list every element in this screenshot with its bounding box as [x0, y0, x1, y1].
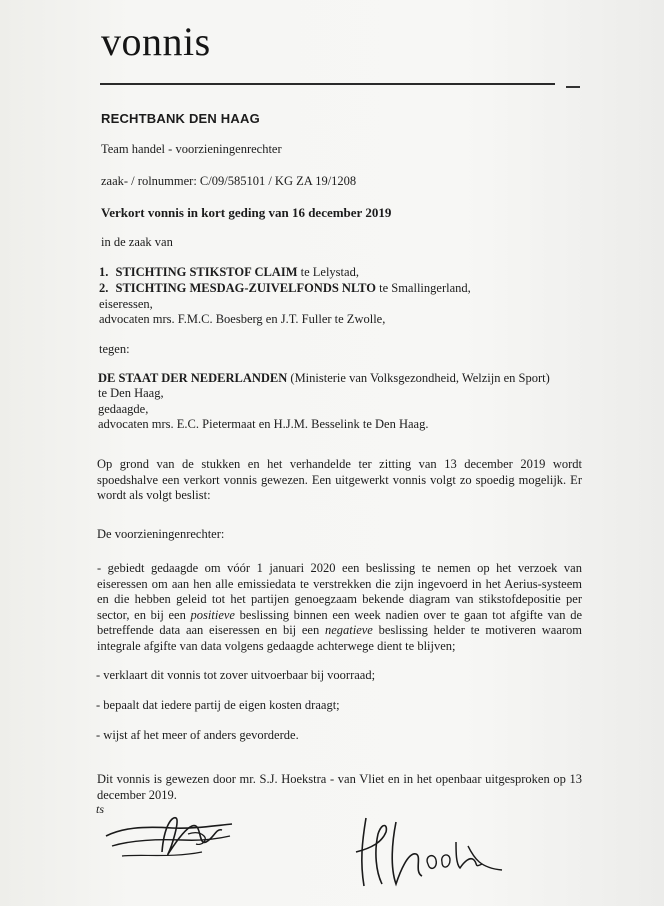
case-number: zaak- / rolnummer: C/09/585101 / KG ZA 19/1208	[101, 174, 357, 188]
court-name: RECHTBANK DEN HAAG	[101, 111, 260, 126]
judgment-heading: Verkort vonnis in kort geding van 16 december 2019	[101, 205, 392, 220]
plaintiff-role: eiseressen,	[99, 297, 153, 311]
title-rule	[100, 83, 555, 85]
case-intro: in de zaak van	[101, 235, 173, 249]
team-line: Team handel - voorzieningenrechter	[101, 142, 282, 156]
defendant-lawyers: advocaten mrs. E.C. Pietermaat en H.J.M. Besselink te Den Haag.	[98, 417, 429, 431]
ruling-3: - bepaalt dat iedere partij de eigen kosten draagt;	[96, 698, 340, 712]
judge-label: De voorzieningenrechter:	[97, 527, 225, 541]
closing-paragraph: Dit vonnis is gewezen door mr. S.J. Hoekstra - van Vliet en in het openbaar uitgesproken op 13 december 2019.	[97, 772, 582, 802]
signature-right	[352, 812, 512, 897]
title-rule-end	[566, 86, 580, 88]
plaintiff-1: 1. STICHTING STIKSTOF CLAIM te Lelystad,	[99, 265, 359, 279]
defendant: DE STAAT DER NEDERLANDEN (Ministerie van Volksgezondheid, Welzijn en Sport)	[98, 371, 550, 385]
intro-paragraph: Op grond van de stukken en het verhandelde ter zitting van 13 december 2019 wordt spoedshalve een verkort vonnis gewezen. Een uitgewerkt vonnis volgt zo spoedig mogelijk. Er wordt als volgt beslist:	[97, 457, 582, 502]
ts-mark: ts	[96, 802, 105, 816]
defendant-role: gedaagde,	[98, 402, 149, 416]
ruling-2: - verklaart dit vonnis tot zover uitvoerbaar bij voorraad;	[96, 668, 376, 682]
document-title: vonnis	[101, 19, 211, 64]
tegen-label: tegen:	[99, 342, 130, 356]
ruling-4: - wijst af het meer of anders gevorderde.	[96, 728, 299, 742]
ruling-1: - gebiedt gedaagde om vóór 1 januari 2020 een beslissing te nemen op het verzoek van eiseressen om aan hen alle emissiedata te verstrekken die zijn ingevoerd in het Aerius-systeem en die hebben geleid tot het partijen genoegzaam bekende diagram van stikstofdepositie per sector, en bij een positieve beslissing binnen een week nadien over te gaan tot afgifte van de betreffende data aan eiseressen en bij een negatieve beslissing helder te motiveren waarom integrale afgifte van data volgens gedaagde achterwege dient te blijven;	[97, 561, 583, 653]
plaintiff-lawyers: advocaten mrs. F.M.C. Boesberg en J.T. Fuller te Zwolle,	[99, 312, 386, 326]
signature-left	[102, 806, 242, 871]
plaintiff-2: 2. STICHTING MESDAG-ZUIVELFONDS NLTO te Smallingerland,	[99, 281, 471, 295]
defendant-place: te Den Haag,	[98, 386, 164, 400]
